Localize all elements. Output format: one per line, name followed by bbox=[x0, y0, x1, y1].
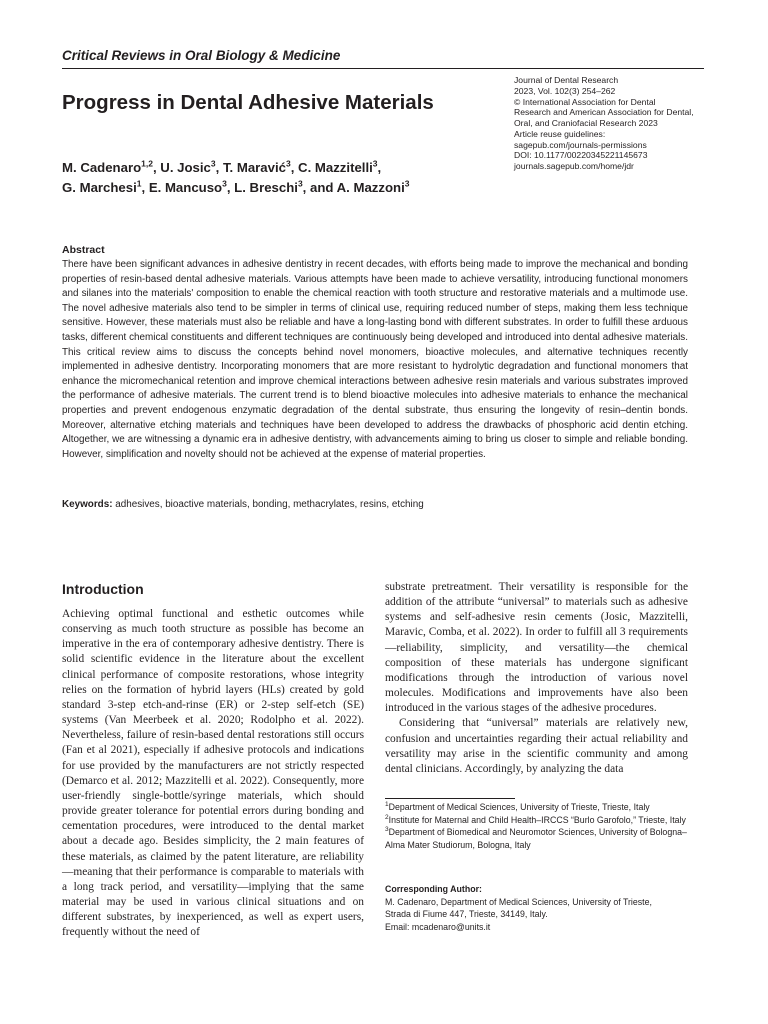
author-separator: , bbox=[152, 160, 161, 175]
author-separator: , bbox=[226, 180, 235, 195]
corresponding-author-email[interactable]: Email: mcadenaro@units.it bbox=[385, 921, 491, 932]
affiliation-number: 3 bbox=[385, 826, 389, 834]
author-affiliation-mark: 3 bbox=[297, 178, 303, 189]
affiliation-number: 1 bbox=[385, 801, 389, 809]
introduction-paragraph: Achieving optimal functional and esthetic outcomes while conserving as much tooth structure as possible has become an imperative in the era of contemporary adhesive dentistry. There is solid scientific evidence in the literature about the excellent clinical performance of composite restorations, whose integrity relies on the formation of hybrid layers (HLs) created by gold standard 3-step etch-and-rinse (ER) or 2-step self-etch (SE) systems (Van Meerbeek et al. 2020; Rodolpho et al. 2022). Nevertheless, failure of resin-based dental restorations still occurs (Fan et al 2021), especially if adhesive protocols and indications for use provided by the manufacturers are not strictly respected (Demarco et al. 2012; Mazzitelli et al. 2022). Consequently, more user-friendly single-bottle/syringe materials, which should provide greater tolerance for potential errors during bonding and cementation procedures, were introduced to the dental market about a decade ago. Besides simplicity, the 2 main features of these materials, as claimed by the patent literature, are reliability—meaning that their performance is comparable to materials with a long track period, and versatility—implying that the same material may be used in various clinical situations and on different substrates, by inexperienced, as well as expert users, frequently without the need of bbox=[62, 608, 364, 939]
author-affiliation-mark: 1 bbox=[136, 178, 142, 189]
copyright-line: Oral, and Craniofacial Research 2023 bbox=[514, 118, 658, 128]
abstract-heading: Abstract bbox=[62, 244, 105, 256]
corresponding-author bbox=[385, 883, 705, 933]
author-list bbox=[62, 158, 502, 198]
left-column bbox=[62, 580, 364, 940]
header-divider bbox=[62, 68, 704, 69]
affiliation-number: 2 bbox=[385, 813, 389, 821]
author-affiliation-mark: 3 bbox=[285, 158, 291, 169]
introduction-paragraph: substrate pretreatment. Their versatility is responsible for the addition of the attribute “universal” to materials such as adhesive systems and self-adhesive resin cements (Josic, Mazzitelli, Maravic, Comba, et al. 2022). In order to fulfill all 3 requirements—reliability, simplicity, and versatility—the chemical composition of these materials has undergone significant modifications through the introduction of various novel molecules. Modifications and improvements have also been introduced in the various stages of the adhesive procedures. bbox=[385, 581, 688, 715]
author-name: A. Mazzoni bbox=[336, 180, 405, 195]
copyright-line: Research and American Association for Dental, bbox=[514, 107, 694, 118]
journal-name: Journal of Dental Research bbox=[514, 75, 619, 85]
affiliation-item bbox=[385, 814, 705, 827]
abstract-text: There have been significant advances in adhesive dentistry in recent decades, with efforts being made to improve the mechanical and bonding properties of resin-based dental adhesive materials. Various attempts have been made to achieve versatility, introducing functional monomers and silanes into the materials' composition to enable the chemical reaction with tooth structure and restorative materials and a multimode use. The novel adhesive materials also tend to be simpler in terms of clinical use, requiring reduced number of steps, making them less technique sensitive. However, these materials must also be reliable and have a long-lasting bond with different substrates. In order to fulfill these arduous tasks, different chemical constituents and different techniques are continuously being developed and introduced into dental adhesive materials. This critical review aims to discuss the concepts behind novel monomers, bioactive molecules, and alternative techniques recently implemented in adhesive dentistry. Incorporating monomers that are more resistant to hydrolytic degradation and functional monomers that enhance the micromechanical retention and improve chemical interactions between adhesive resin materials and various substrates improved the performance of adhesive materials. The current trend is to blend bioactive molecules into adhesive materials to enhance the mechanical properties and prevent endogenous enzymatic degradation of the dental substrate, thus ensuring the longevity of resin–dentin bonds. Moreover, alternative etching materials and techniques have been developed to address the drawbacks of phosphoric acid dentin etching. Altogether, we are witnessing a dynamic era in adhesive dentistry, with advancements aiming to bring us closer to simple and reliable bonding. However, simplification and novelty should not be achieved at the expense of material properties. bbox=[62, 259, 688, 460]
footnote-divider bbox=[385, 798, 515, 799]
journal-metadata bbox=[514, 75, 714, 172]
affiliation-item bbox=[385, 826, 705, 851]
reuse-guidelines-label: Article reuse guidelines: bbox=[514, 128, 606, 139]
author-separator: , bbox=[141, 180, 149, 195]
right-column bbox=[385, 580, 688, 777]
corresponding-author-address: Strada di Fiume 447, Trieste, 34149, Italy. bbox=[385, 909, 548, 919]
author-affiliation-mark: 3 bbox=[372, 158, 378, 169]
author-name: U. Josic bbox=[160, 160, 211, 175]
keywords-label: Keywords: bbox=[62, 499, 113, 510]
author-name: T. Maravić bbox=[222, 160, 286, 175]
author-name: M. Cadenaro bbox=[62, 160, 142, 175]
introduction-paragraph: Considering that “universal” materials are relatively new, confusion and uncertainties regarding their actual reliability and versatility may arise in the scientific community and among dental clinicians. Accordingly, by analyzing the data bbox=[385, 717, 688, 775]
author-name: E. Mancuso bbox=[148, 180, 223, 195]
journal-series-title: Critical Reviews in Oral Biology & Medicine bbox=[62, 48, 341, 63]
permissions-link[interactable]: sagepub.com/journals-permissions bbox=[514, 139, 647, 150]
author-separator: , and bbox=[302, 180, 337, 195]
author-affiliation-mark: 3 bbox=[210, 158, 216, 169]
copyright-line: © International Association for Dental bbox=[514, 96, 656, 107]
author-separator: , bbox=[377, 160, 382, 175]
affiliation-text: Department of Medical Sciences, University of Trieste, Trieste, Italy bbox=[388, 802, 650, 812]
article-title: Progress in Dental Adhesive Materials bbox=[62, 91, 434, 114]
keywords-text: adhesives, bioactive materials, bonding, methacrylates, resins, etching bbox=[115, 499, 424, 510]
affiliation-text: Institute for Maternal and Child Health–IRCCS “Burlo Garofolo,” Trieste, Italy bbox=[388, 814, 686, 825]
abstract-section bbox=[62, 243, 688, 462]
affiliations bbox=[385, 801, 705, 851]
author-affiliation-mark: 3 bbox=[404, 178, 410, 189]
author-separator: , bbox=[290, 160, 299, 175]
introduction-heading: Introduction bbox=[62, 581, 144, 597]
journal-homepage-link[interactable]: journals.sagepub.com/home/jdr bbox=[514, 161, 634, 171]
author-name: C. Mazzitelli bbox=[298, 160, 373, 175]
corresponding-author-address: M. Cadenaro, Department of Medical Sciences, University of Trieste, bbox=[385, 896, 652, 907]
author-affiliation-mark: 3 bbox=[222, 178, 227, 189]
doi-link[interactable]: DOI: 10.1177/00220345221145673 bbox=[514, 150, 648, 161]
corresponding-author-heading: Corresponding Author: bbox=[385, 884, 482, 894]
author-name: G. Marchesi bbox=[62, 180, 137, 195]
author-separator: , bbox=[215, 160, 223, 175]
journal-volume: 2023, Vol. 102(3) 254–262 bbox=[514, 85, 616, 96]
affiliation-item bbox=[385, 801, 705, 814]
keywords bbox=[62, 498, 688, 512]
affiliation-text: Department of Biomedical and Neuromotor Sciences, University of Bologna–Alma Mater Studiorum, Bologna, Italy bbox=[385, 827, 687, 850]
author-name: L. Breschi bbox=[234, 180, 298, 195]
author-affiliation-mark: 1,2 bbox=[141, 158, 153, 169]
